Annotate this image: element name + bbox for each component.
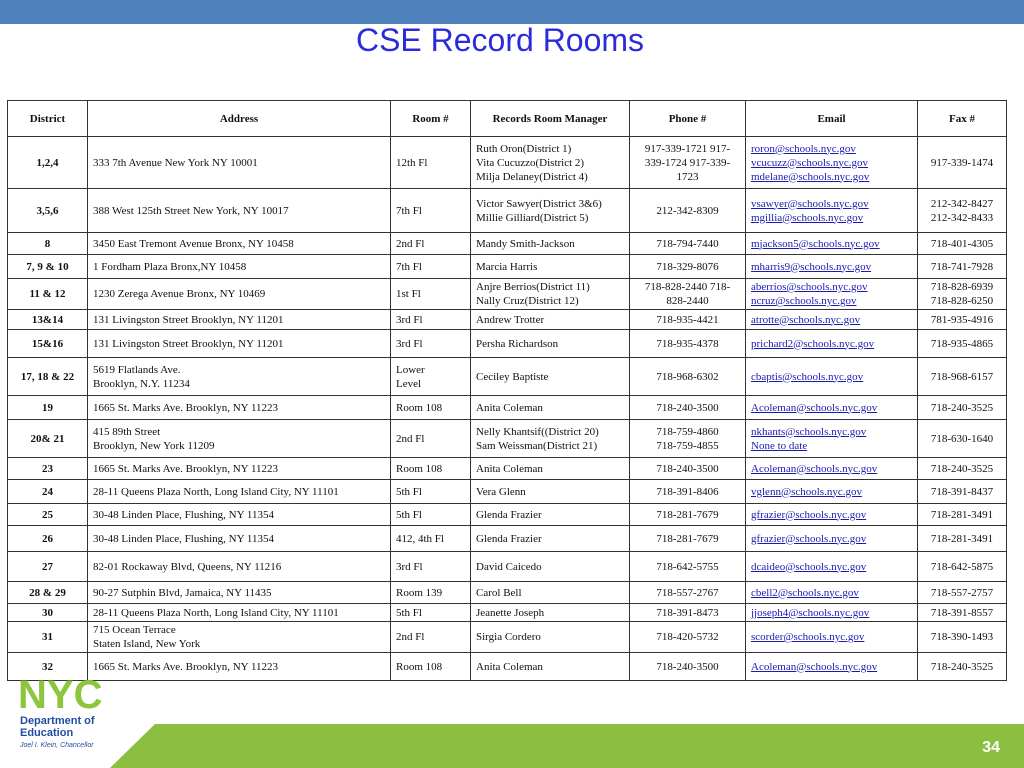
cell-room: 2nd Fl <box>391 420 471 458</box>
cell-room: 3rd Fl <box>391 330 471 358</box>
table-row <box>8 480 1007 504</box>
col-header-phone: Phone # <box>630 101 746 137</box>
cell-manager: Carol Bell <box>471 582 630 604</box>
cell-address: 30-48 Linden Place, Flushing, NY 11354 <box>88 504 391 526</box>
cell-address: 28-11 Queens Plaza North, Long Island City, NY 11101 <box>88 604 391 622</box>
cell-district: 3,5,6 <box>8 189 88 233</box>
cell-fax: 718-281-3491 <box>918 526 1007 552</box>
cell-email[interactable]: scorder@schools.nyc.gov <box>746 622 918 653</box>
cell-email[interactable]: dcaideo@schools.nyc.gov <box>746 552 918 582</box>
cell-address: 28-11 Queens Plaza North, Long Island City, NY 11101 <box>88 480 391 504</box>
cell-email[interactable]: roron@schools.nyc.gov vcucuzz@schools.nyc.gov mdelane@schools.nyc.gov <box>746 137 918 189</box>
cell-email[interactable]: Acoleman@schools.nyc.gov <box>746 458 918 480</box>
cell-email[interactable]: aberrios@schools.nyc.gov ncruz@schools.nyc.gov <box>746 279 918 310</box>
cell-address: 5619 Flatlands Ave. Brooklyn, N.Y. 11234 <box>88 358 391 396</box>
table-row <box>8 310 1007 330</box>
cell-manager: Sirgia Cordero <box>471 622 630 653</box>
cell-district: 7, 9 & 10 <box>8 255 88 279</box>
cell-district: 23 <box>8 458 88 480</box>
cell-email[interactable]: gfrazier@schools.nyc.gov <box>746 504 918 526</box>
cell-district: 32 <box>8 653 88 681</box>
cell-phone: 718-240-3500 <box>630 396 746 420</box>
cell-address: 1665 St. Marks Ave. Brooklyn, NY 11223 <box>88 396 391 420</box>
cell-room: 5th Fl <box>391 604 471 622</box>
table-row <box>8 279 1007 310</box>
logo-dept2: Education <box>20 727 74 739</box>
cell-phone: 718-240-3500 <box>630 653 746 681</box>
table-row <box>8 653 1007 681</box>
cell-district: 17, 18 & 22 <box>8 358 88 396</box>
cell-room: 3rd Fl <box>391 552 471 582</box>
cell-manager: David Caicedo <box>471 552 630 582</box>
cell-room: 412, 4th Fl <box>391 526 471 552</box>
cell-district: 27 <box>8 552 88 582</box>
col-header-district: District <box>8 101 88 137</box>
logo-mark: NYC <box>18 673 103 717</box>
page-title: CSE Record Rooms <box>355 22 645 58</box>
table-header-row <box>8 101 1007 137</box>
col-header-email: Email <box>746 101 918 137</box>
cell-email[interactable]: vsawyer@schools.nyc.gov mgillia@schools.nyc.gov <box>746 189 918 233</box>
cell-room: 1st Fl <box>391 279 471 310</box>
cell-address: 3450 East Tremont Avenue Bronx, NY 10458 <box>88 233 391 255</box>
cell-fax: 718-240-3525 <box>918 653 1007 681</box>
cell-address: 1230 Zerega Avenue Bronx, NY 10469 <box>88 279 391 310</box>
cell-address: 1665 St. Marks Ave. Brooklyn, NY 11223 <box>88 458 391 480</box>
cell-email[interactable]: mjackson5@schools.nyc.gov <box>746 233 918 255</box>
cell-phone: 718-828-2440 718-828-2440 <box>630 279 746 310</box>
cell-fax: 718-630-1640 <box>918 420 1007 458</box>
cell-manager: Persha Richardson <box>471 330 630 358</box>
cell-district: 15&16 <box>8 330 88 358</box>
cell-address: 131 Livingston Street Brooklyn, NY 11201 <box>88 310 391 330</box>
cell-room: 3rd Fl <box>391 310 471 330</box>
top-accent-bar <box>0 0 1024 24</box>
cell-district: 1,2,4 <box>8 137 88 189</box>
cell-phone: 718-391-8406 <box>630 480 746 504</box>
cell-room: Lower Level <box>391 358 471 396</box>
cell-district: 8 <box>8 233 88 255</box>
col-header-manager: Records Room Manager <box>471 101 630 137</box>
cell-district: 31 <box>8 622 88 653</box>
table-row <box>8 622 1007 653</box>
page-number: 34 <box>982 739 1000 756</box>
col-header-fax: Fax # <box>918 101 1007 137</box>
cell-room: 7th Fl <box>391 189 471 233</box>
cell-phone: 718-642-5755 <box>630 552 746 582</box>
cell-room: Room 108 <box>391 458 471 480</box>
cell-phone: 718-329-8076 <box>630 255 746 279</box>
cell-manager: Glenda Frazier <box>471 526 630 552</box>
table-row <box>8 396 1007 420</box>
cell-phone: 718-391-8473 <box>630 604 746 622</box>
cell-manager: Anjre Berrios(District 11) Nally Cruz(District 12) <box>471 279 630 310</box>
cell-phone: 718-759-4860 718-759-4855 <box>630 420 746 458</box>
cell-phone: 718-968-6302 <box>630 358 746 396</box>
cell-manager: Jeanette Joseph <box>471 604 630 622</box>
cell-fax: 718-935-4865 <box>918 330 1007 358</box>
cell-fax: 718-557-2757 <box>918 582 1007 604</box>
table-row <box>8 504 1007 526</box>
cell-district: 30 <box>8 604 88 622</box>
table-row <box>8 358 1007 396</box>
cell-manager: Nelly Khantsif((District 20) Sam Weissman(District 21) <box>471 420 630 458</box>
cell-room: 5th Fl <box>391 504 471 526</box>
cell-fax: 718-642-5875 <box>918 552 1007 582</box>
cell-email[interactable]: cbell2@schools.nyc.gov <box>746 582 918 604</box>
cell-fax: 718-391-8557 <box>918 604 1007 622</box>
cell-manager: Marcia Harris <box>471 255 630 279</box>
cell-room: 2nd Fl <box>391 233 471 255</box>
bottom-accent-bar <box>0 724 1024 768</box>
cell-address: 90-27 Sutphin Blvd, Jamaica, NY 11435 <box>88 582 391 604</box>
cell-fax: 718-240-3525 <box>918 396 1007 420</box>
table-row <box>8 233 1007 255</box>
cell-fax: 718-828-6939 718-828-6250 <box>918 279 1007 310</box>
cell-fax: 718-391-8437 <box>918 480 1007 504</box>
cell-manager: Ruth Oron(District 1) Vita Cucuzzo(District 2) Milja Delaney(District 4) <box>471 137 630 189</box>
cell-district: 25 <box>8 504 88 526</box>
logo-chancellor: Joel I. Klein, Chancellor <box>20 742 94 749</box>
cell-phone: 718-557-2767 <box>630 582 746 604</box>
cell-email[interactable]: atrotte@schools.nyc.gov <box>746 310 918 330</box>
cell-district: 20& 21 <box>8 420 88 458</box>
cell-room: Room 139 <box>391 582 471 604</box>
cell-district: 11 & 12 <box>8 279 88 310</box>
cell-email[interactable]: gfrazier@schools.nyc.gov <box>746 526 918 552</box>
record-rooms-table <box>7 100 1007 681</box>
table-row <box>8 189 1007 233</box>
cell-room: 5th Fl <box>391 480 471 504</box>
cell-fax: 718-281-3491 <box>918 504 1007 526</box>
cell-address: 333 7th Avenue New York NY 10001 <box>88 137 391 189</box>
table-row <box>8 137 1007 189</box>
table-row <box>8 420 1007 458</box>
cell-fax: 718-741-7928 <box>918 255 1007 279</box>
cell-fax: 718-240-3525 <box>918 458 1007 480</box>
cell-manager: Andrew Trotter <box>471 310 630 330</box>
cell-email[interactable]: cbaptis@schools.nyc.gov <box>746 358 918 396</box>
logo-dept: Department of <box>20 715 95 727</box>
cell-phone: 212-342-8309 <box>630 189 746 233</box>
table-row <box>8 458 1007 480</box>
cell-manager: Mandy Smith-Jackson <box>471 233 630 255</box>
table-row <box>8 582 1007 604</box>
cell-fax: 917-339-1474 <box>918 137 1007 189</box>
table-row <box>8 255 1007 279</box>
cell-email[interactable]: prichard2@schools.nyc.gov <box>746 330 918 358</box>
cell-fax: 718-390-1493 <box>918 622 1007 653</box>
cell-room: Room 108 <box>391 653 471 681</box>
cell-fax: 781-935-4916 <box>918 310 1007 330</box>
cell-phone: 718-281-7679 <box>630 504 746 526</box>
cell-address: 30-48 Linden Place, Flushing, NY 11354 <box>88 526 391 552</box>
cell-manager: Anita Coleman <box>471 653 630 681</box>
cell-email[interactable]: vglenn@schools.nyc.gov <box>746 480 918 504</box>
cell-room: 7th Fl <box>391 255 471 279</box>
cell-fax: 212-342-8427 212-342-8433 <box>918 189 1007 233</box>
cell-manager: Vera Glenn <box>471 480 630 504</box>
cell-address: 415 89th Street Brooklyn, New York 11209 <box>88 420 391 458</box>
cell-room: 2nd Fl <box>391 622 471 653</box>
col-header-address: Address <box>88 101 391 137</box>
cell-manager: Anita Coleman <box>471 458 630 480</box>
cell-phone: 718-935-4421 <box>630 310 746 330</box>
cell-phone: 718-281-7679 <box>630 526 746 552</box>
cell-phone: 718-240-3500 <box>630 458 746 480</box>
cell-phone: 718-794-7440 <box>630 233 746 255</box>
table-row <box>8 526 1007 552</box>
cell-email[interactable]: nkhants@schools.nyc.gov None to date <box>746 420 918 458</box>
cell-fax: 718-968-6157 <box>918 358 1007 396</box>
table-body <box>8 137 1007 681</box>
cell-email[interactable]: Acoleman@schools.nyc.gov <box>746 653 918 681</box>
cell-address: 131 Livingston Street Brooklyn, NY 11201 <box>88 330 391 358</box>
cell-address: 1665 St. Marks Ave. Brooklyn, NY 11223 <box>88 653 391 681</box>
cell-district: 26 <box>8 526 88 552</box>
cell-manager: Glenda Frazier <box>471 504 630 526</box>
table-row <box>8 604 1007 622</box>
cell-address: 388 West 125th Street New York, NY 10017 <box>88 189 391 233</box>
cell-district: 13&14 <box>8 310 88 330</box>
cell-district: 24 <box>8 480 88 504</box>
cell-district: 19 <box>8 396 88 420</box>
cell-email[interactable]: Acoleman@schools.nyc.gov <box>746 396 918 420</box>
cell-manager: Victor Sawyer(District 3&6) Millie Gilliard(District 5) <box>471 189 630 233</box>
cell-fax: 718-401-4305 <box>918 233 1007 255</box>
cell-room: 12th Fl <box>391 137 471 189</box>
cell-phone: 718-935-4378 <box>630 330 746 358</box>
cell-manager: Anita Coleman <box>471 396 630 420</box>
table-row <box>8 552 1007 582</box>
cell-phone: 917-339-1721 917-339-1724 917-339-1723 <box>630 137 746 189</box>
cell-phone: 718-420-5732 <box>630 622 746 653</box>
cell-address: 82-01 Rockaway Blvd, Queens, NY 11216 <box>88 552 391 582</box>
cell-email[interactable]: jjoseph4@schools.nyc.gov <box>746 604 918 622</box>
cell-address: 715 Ocean Terrace Staten Island, New York <box>88 622 391 653</box>
table-row <box>8 330 1007 358</box>
col-header-room: Room # <box>391 101 471 137</box>
cell-address: 1 Fordham Plaza Bronx,NY 10458 <box>88 255 391 279</box>
cell-manager: Ceciley Baptiste <box>471 358 630 396</box>
cell-district: 28 & 29 <box>8 582 88 604</box>
cell-email[interactable]: mharris9@schools.nyc.gov <box>746 255 918 279</box>
cell-room: Room 108 <box>391 396 471 420</box>
